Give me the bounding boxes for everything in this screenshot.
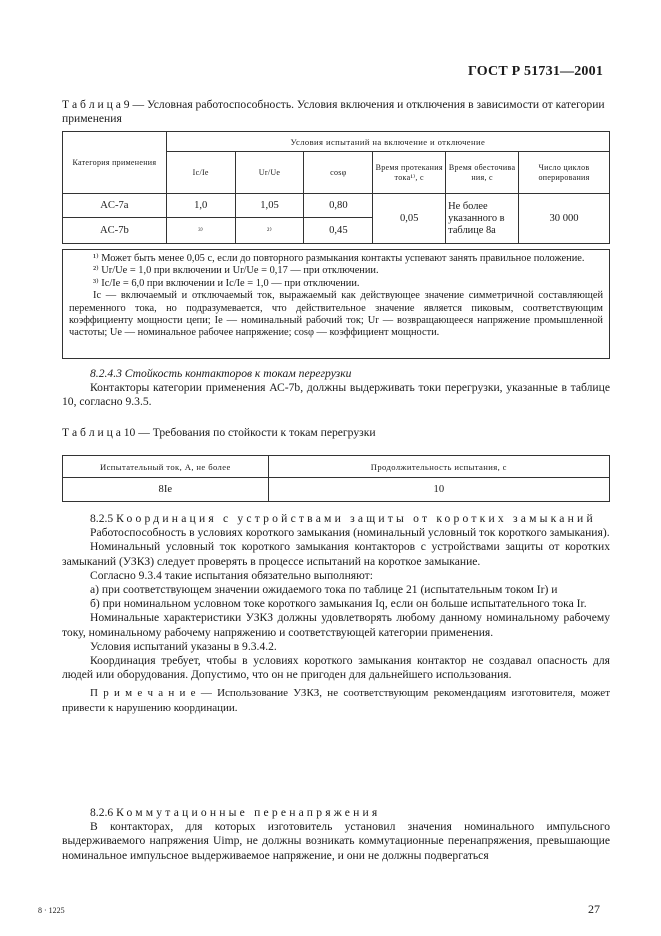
table9-notes	[62, 249, 610, 359]
table9-note-4: Ic — включаемый и отключаемый ток, выражаемый как действующее значение симметричной составляющей переменного тока, но подразумевается, что действительное значение является пиковым, соответствующим коэффициенту мощности цепи; Ie — номинальный рабочий ток; Ur — возвращающееся напряжение промышленной частоты; Ue — номинальное рабочее напряжение; cosφ — коэффициент мощности.	[69, 290, 603, 339]
table9-note-2: ²⁾ Ur/Ue = 1,0 при включении и Ur/Ue = 0,17 — при отключении.	[93, 265, 379, 277]
table9	[62, 131, 610, 244]
table9-cell-time-off: Не более указанного в таблице 8а	[446, 194, 519, 244]
table9-cell-cos: 0,45	[304, 218, 373, 244]
table9-cell-ur-ue: 1,05	[235, 194, 304, 218]
table9-cell-cycles: 30 000	[519, 194, 610, 244]
table-row	[63, 478, 610, 502]
table9-header-time-current: Время протекания тока¹⁾, с	[373, 152, 446, 194]
section-825-p2: Номинальный условный ток короткого замыкания контакторов с устройствами защиты от коротких замыканий (УЗКЗ) следует проверять в процессе испытаний на короткое замыкание.	[62, 540, 610, 568]
section-826	[62, 806, 610, 863]
section-826-heading: 8.2.6 Коммутационные перенапряжения	[90, 806, 381, 819]
table9-header-cos: cosφ	[304, 152, 373, 194]
section-825-p3: Согласно 9.3.4 такие испытания обязательно выполняют:	[90, 568, 373, 582]
table10-caption-text: — Требования по стойкости к токам перегрузки	[135, 426, 376, 439]
table9-cell-category: AC-7b	[63, 218, 167, 244]
table10-cell-current: 8Ie	[63, 478, 269, 502]
section-8243	[62, 367, 610, 410]
table9-cell-ic-ie: 1,0	[166, 194, 235, 218]
section-825-note: П р и м е ч а н и е — Использование УЗКЗ, не соответствующим рекомендациям изготовителя, может привести к нарушению координации.	[62, 687, 610, 714]
table9-cell-time-current: 0,05	[373, 194, 446, 244]
table9-header-cycles: Число циклов оперирования	[519, 152, 610, 194]
table9-note-3: ³⁾ Ic/Ie = 6,0 при включении и Ic/Ie = 1,0 — при отключении.	[93, 277, 360, 289]
table9-cell-ic-ie: ³⁾	[166, 218, 235, 244]
table9-caption-text: — Условная работоспособность. Условия включения и отключения в зависимости от категории применения	[62, 98, 605, 125]
table10-header-current: Испытательный ток, А, не более	[63, 456, 269, 478]
table10-header-duration: Продолжительность испытания, с	[268, 456, 609, 478]
table-row	[63, 194, 610, 218]
table9-cell-category: AC-7a	[63, 194, 167, 218]
table10-caption	[62, 426, 610, 440]
section-825-p6: Номинальные характеристики УЗКЗ должны удовлетворять любому данному номинальному рабочему току, номинальному рабочему напряжению и соответствующей категории применения.	[62, 611, 610, 639]
section-8243-heading: 8.2.4.3 Стойкость контакторов к токам перегрузки	[90, 367, 352, 380]
table9-header-time-off: Время обесточива ния, с	[446, 152, 519, 194]
table9-caption-label: Т а б л и ц а 9	[62, 98, 130, 111]
table10-caption-label: Т а б л и ц а 10	[62, 426, 136, 439]
section-825-p1: Работоспособность в условиях короткого замыкания (номинальный условный ток короткого замыкания).	[90, 526, 610, 540]
table9-cell-cos: 0,80	[304, 194, 373, 218]
section-8243-body: Контакторы категории применения АС-7b, должны выдерживать токи перегрузки, указанные в таблице 10, согласно 9.3.5.	[62, 381, 610, 409]
document-code: ГОСТ Р 51731—2001	[468, 64, 604, 79]
table9-cell-ur-ue: ²⁾	[235, 218, 304, 244]
table9-header-category: Категория применения	[63, 132, 167, 194]
table9-header-ur-ue: Ur/Ue	[235, 152, 304, 194]
section-825-p8: Координация требует, чтобы в условиях короткого замыкания контактор не создавал опасность для людей или оборудования. Допустимо, что он не пригоден для дальнейшего использования.	[62, 654, 610, 682]
print-mark: 8 · 1225	[38, 906, 65, 915]
section-825-p4: а) при соответствующем значении ожидаемого тока по таблице 21 (испытательным током Ir) и	[90, 583, 558, 597]
table9-header-group: Условия испытаний на включение и отключение	[166, 132, 609, 152]
section-826-body: В контакторах, для которых изготовитель установил значения номинального импульсного выдерживаемого напряжения Uimp, не должны возникать коммутационные перенапряжения, превышающие номинальное импульсное выдерживаемое напряжение, и они не должны подвергаться	[62, 820, 610, 862]
section-825-p5: б) при номинальном условном токе короткого замыкания Iq, если он больше испытательного тока Ir.	[90, 597, 587, 611]
section-825-heading: 8.2.5 Координация с устройствами защиты от коротких замыканий	[90, 512, 596, 525]
table10-cell-duration: 10	[268, 478, 609, 502]
page-number: 27	[588, 902, 600, 916]
table10	[62, 455, 610, 502]
table9-note-1: ¹⁾ Может быть менее 0,05 с, если до повторного размыкания контакты успевают занять правильное положение.	[93, 253, 585, 264]
section-825	[62, 512, 610, 715]
table9-caption	[62, 98, 610, 126]
section-825-p7: Условия испытаний указаны в 9.3.4.2.	[90, 639, 277, 653]
table9-header-ic-ie: Ic/Ie	[166, 152, 235, 194]
